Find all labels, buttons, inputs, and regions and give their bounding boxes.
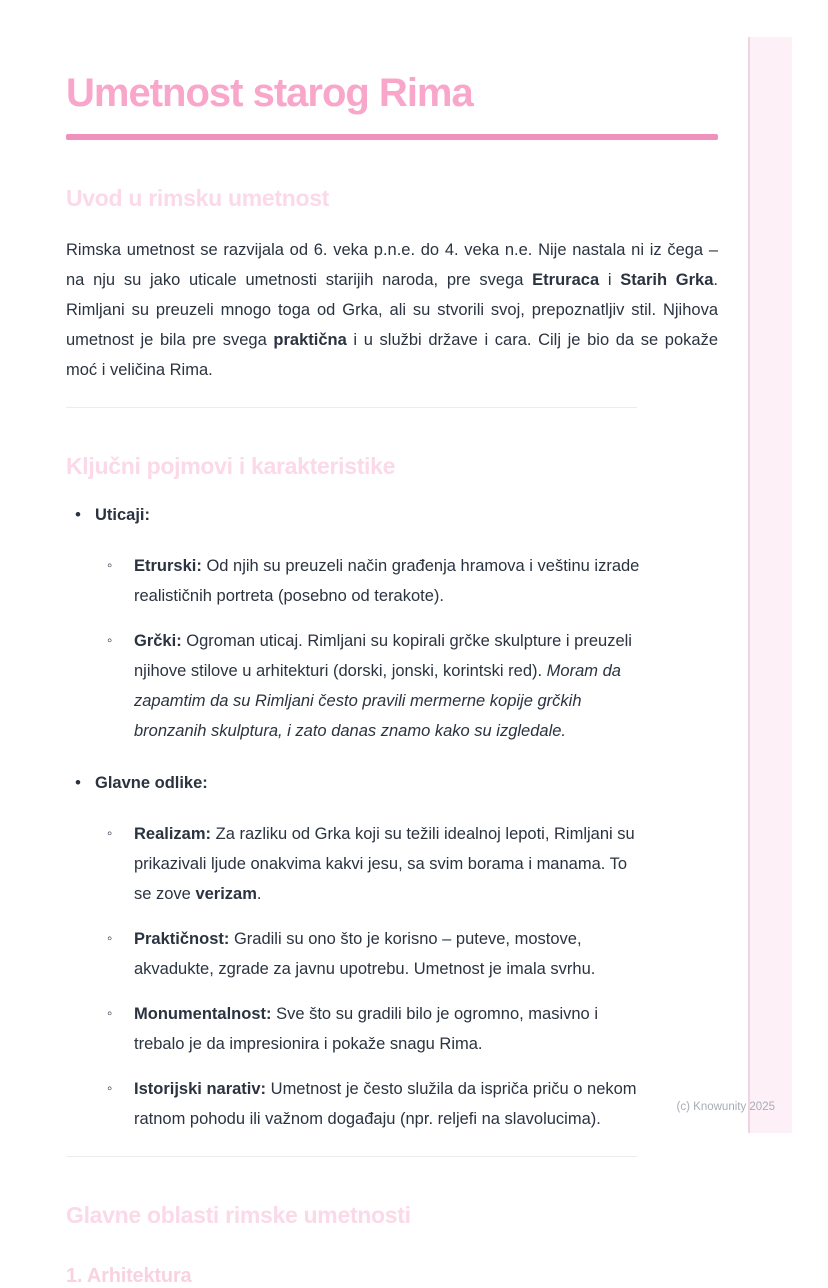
bullet-dot-icon: • (75, 773, 81, 793)
term-label: Praktičnost: (134, 930, 230, 949)
term-label: Monumentalnost: (134, 1005, 272, 1024)
list-item-realizam (107, 819, 642, 909)
bold-starih-grka: Starih Grka (620, 270, 714, 289)
section-heading-areas: Glavne oblasti rimske umetnosti (66, 1202, 411, 1229)
term-label: Realizam: (134, 825, 212, 844)
list-item-etrurski (107, 551, 642, 611)
list-item-istorijski-narativ (107, 1074, 642, 1134)
intro-text-segment: i u službi države i cara. Cilj je bio da se pokaže moć i veličina Rima. (66, 330, 718, 379)
bullet-circle-icon: ◦ (107, 1080, 113, 1098)
page-edge-strip (748, 37, 792, 1133)
page-title: Umetnost starog Rima (66, 71, 473, 115)
copyright-notice: (c) Knowunity 2025 (676, 1101, 775, 1113)
bold-etruraca: Etruraca (532, 270, 600, 289)
term-text: Sve što su gradili bilo je ogromno, masivno i trebalo je da impresionira i pokaže snagu Rima. (134, 1005, 598, 1054)
term-text: Umetnost je često služila da ispriča priču o nekom ratnom pohodu ili važnom događaju (npr. reljefi na slavolucima). (134, 1080, 637, 1129)
section-divider (66, 407, 637, 408)
list-item-monumentalnost (107, 999, 642, 1059)
term-text: Za razliku od Grka koji su težili idealnoj lepoti, Rimljani su prikazivali ljude onakvima kakvi jesu, sa svim borama i manama. To se zove (134, 825, 635, 904)
term-text-tail: . (256, 885, 262, 904)
bullet-circle-icon: ◦ (107, 632, 113, 650)
intro-text-segment: Rimska umetnost se razvijala od 6. veka p.n.e. do 4. veka n.e. Nije nastala ni iz čega – na nju su jako uticale umetnosti starijih naroda, pre svega (66, 240, 718, 289)
intro-paragraph (66, 235, 718, 385)
bullet-dot-icon: • (75, 505, 81, 525)
term-text: Ogroman uticaj. Rimljani su kopirali grčke skulpture i preuzeli njihove stilove u arhitekturi (dorski, jonski, korintski red). (134, 632, 632, 681)
title-underline (66, 134, 718, 140)
sublist-uticaji (95, 551, 718, 746)
list-item-label: Glavne odlike: (95, 774, 208, 793)
bullet-circle-icon: ◦ (107, 825, 113, 843)
term-text: Gradili su ono što je korisno – puteve, mostove, akvadukte, zgrade za javnu upotrebu. Umetnost je imala svrhu. (134, 930, 596, 979)
bullet-circle-icon: ◦ (107, 930, 113, 948)
subsection-heading-arhitektura: 1. Arhitektura (66, 1264, 192, 1287)
list-item-glavne-odlike (66, 768, 718, 1134)
bold-verizam: verizam (195, 885, 257, 904)
intro-text-segment: . Rimljani su preuzeli mnogo toga od Grka, ali su stvorili svoj, prepoznatljiv stil. Njihova umetnost je bila pre svega (66, 270, 718, 349)
term-label: Etrurski: (134, 557, 202, 576)
term-text: Od njih su preuzeli način građenja hramova i veštinu izrade realističnih portreta (posebno od terakote). (134, 557, 640, 606)
section-divider (66, 1156, 637, 1157)
intro-text-segment: i (599, 270, 621, 289)
italic-note: Moram da zapamtim da su Rimljani često pravili mermerne kopije grčkih bronzanih skulptura, i zato danas znamo kako su izgledale. (134, 662, 621, 741)
concepts-list (66, 500, 718, 1134)
bullet-circle-icon: ◦ (107, 1005, 113, 1023)
list-item-uticaji (66, 500, 718, 746)
section-heading-key-concepts: Ključni pojmovi i karakteristike (66, 452, 396, 479)
list-item-grcki (107, 626, 642, 746)
list-item-prakticnost (107, 924, 642, 984)
term-label: Istorijski narativ: (134, 1080, 267, 1099)
document-content (66, 0, 718, 1288)
bullet-circle-icon: ◦ (107, 557, 113, 575)
bold-prakticna: praktična (273, 330, 347, 349)
section-heading-intro: Uvod u rimsku umetnost (66, 185, 330, 211)
sublist-glavne-odlike (95, 819, 718, 1134)
list-item-label: Uticaji: (95, 506, 151, 525)
term-label: Grčki: (134, 632, 182, 651)
